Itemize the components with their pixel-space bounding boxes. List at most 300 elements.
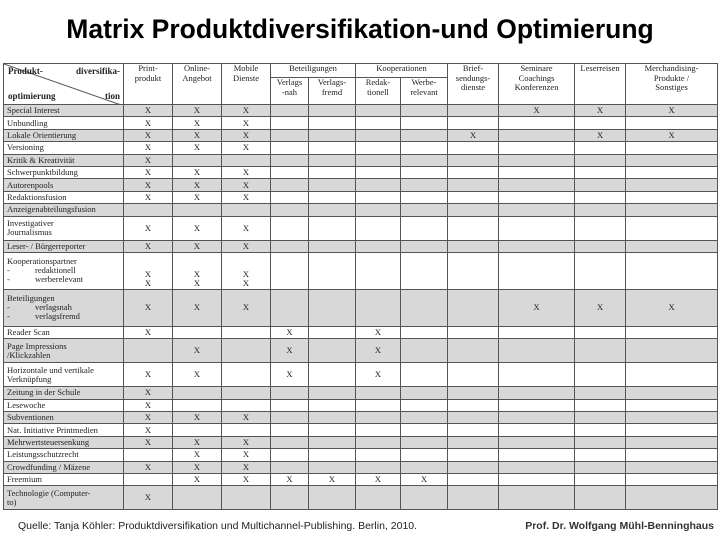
matrix-cell <box>401 216 448 240</box>
matrix-cell <box>448 474 499 486</box>
matrix-cell: X <box>271 339 309 363</box>
matrix-cell <box>309 412 356 424</box>
matrix-row <box>4 399 718 411</box>
matrix-row <box>4 424 718 436</box>
matrix-cell <box>271 240 309 252</box>
sub-column-header: Redak- tionell <box>356 78 401 105</box>
matrix-cell: X <box>222 191 271 203</box>
matrix-cell <box>401 191 448 203</box>
matrix-cell <box>448 363 499 387</box>
matrix-cell <box>356 449 401 461</box>
row-label: Page Impressions /Klickzahlen <box>4 339 124 363</box>
matrix-cell <box>309 399 356 411</box>
matrix-cell <box>448 289 499 326</box>
column-header: Online- Angebot <box>173 64 222 105</box>
matrix-cell <box>626 166 718 178</box>
matrix-cell <box>575 449 626 461</box>
matrix-cell: X <box>173 166 222 178</box>
column-header: Mobile Dienste <box>222 64 271 105</box>
matrix-row <box>4 129 718 141</box>
row-label: Kooperationspartner - redaktionell - werberelevant <box>4 252 124 289</box>
matrix-cell <box>626 117 718 129</box>
matrix-cell: X <box>173 240 222 252</box>
matrix-cell <box>499 436 575 448</box>
matrix-cell: X <box>222 129 271 141</box>
matrix-cell: X <box>626 105 718 117</box>
matrix-cell <box>401 363 448 387</box>
matrix-cell <box>356 154 401 166</box>
matrix-cell <box>401 449 448 461</box>
matrix-cell: X X <box>173 252 222 289</box>
matrix-cell <box>499 154 575 166</box>
matrix-cell <box>448 449 499 461</box>
matrix-cell <box>626 436 718 448</box>
matrix-cell <box>499 449 575 461</box>
corner-label-top-left: Produkt- <box>8 66 43 76</box>
matrix-cell <box>401 105 448 117</box>
matrix-cell <box>222 363 271 387</box>
matrix-cell <box>401 326 448 338</box>
matrix-cell <box>448 204 499 216</box>
row-label: Freemium <box>4 474 124 486</box>
matrix-row <box>4 326 718 338</box>
matrix-cell: X X <box>124 252 173 289</box>
matrix-cell <box>499 252 575 289</box>
matrix-cell <box>356 412 401 424</box>
matrix-cell <box>626 252 718 289</box>
matrix-cell <box>401 252 448 289</box>
matrix-cell <box>401 387 448 399</box>
row-label: Zeitung in der Schule <box>4 387 124 399</box>
matrix-cell <box>575 117 626 129</box>
row-label: Schwerpunktbildung <box>4 166 124 178</box>
matrix-cell <box>448 142 499 154</box>
matrix-row <box>4 179 718 191</box>
matrix-cell <box>309 339 356 363</box>
source-citation: Quelle: Tanja Köhler: Produktdiversifikation und Multichannel-Publishing. Berlin, 2010. <box>18 520 418 532</box>
matrix-cell: X <box>173 216 222 240</box>
matrix-cell: X <box>626 289 718 326</box>
matrix-cell <box>499 474 575 486</box>
matrix-cell <box>271 399 309 411</box>
matrix-cell <box>401 166 448 178</box>
matrix-cell <box>222 486 271 510</box>
matrix-cell: X <box>401 474 448 486</box>
matrix-cell <box>356 204 401 216</box>
row-label: Kritik & Kreativität <box>4 154 124 166</box>
matrix-cell <box>575 166 626 178</box>
matrix-cell: X <box>124 216 173 240</box>
matrix-cell <box>575 412 626 424</box>
matrix-cell <box>499 326 575 338</box>
matrix-cell: X <box>499 289 575 326</box>
matrix-cell <box>575 204 626 216</box>
matrix-cell <box>222 399 271 411</box>
sub-column-header: Verlags -nah <box>271 78 309 105</box>
matrix-cell <box>499 424 575 436</box>
matrix-cell <box>271 424 309 436</box>
matrix-cell <box>309 191 356 203</box>
row-label: Versioning <box>4 142 124 154</box>
matrix-cell: X <box>124 154 173 166</box>
matrix-cell <box>309 326 356 338</box>
matrix-cell <box>499 412 575 424</box>
matrix-cell <box>575 436 626 448</box>
matrix-cell <box>401 412 448 424</box>
row-label: Leistungsschutzrecht <box>4 449 124 461</box>
matrix-cell <box>575 486 626 510</box>
column-header: Brief- sendungs- dienste <box>448 64 499 105</box>
matrix-cell: X <box>124 461 173 473</box>
diversification-matrix <box>3 63 718 510</box>
matrix-cell <box>309 252 356 289</box>
matrix-cell <box>626 449 718 461</box>
corner-label-bottom-left: optimierung <box>8 91 56 101</box>
matrix-cell: X <box>356 339 401 363</box>
matrix-cell: X <box>173 436 222 448</box>
column-header: Merchandising- Produkte / Sonstiges <box>626 64 718 105</box>
column-header: Leserreisen <box>575 64 626 105</box>
matrix-row <box>4 436 718 448</box>
matrix-row <box>4 474 718 486</box>
matrix-cell <box>309 117 356 129</box>
row-label: Leser- / Bürgerreporter <box>4 240 124 252</box>
matrix-cell <box>309 154 356 166</box>
matrix-cell <box>499 117 575 129</box>
matrix-row <box>4 289 718 326</box>
matrix-cell <box>575 179 626 191</box>
matrix-cell <box>271 412 309 424</box>
matrix-cell <box>271 179 309 191</box>
matrix-cell <box>626 424 718 436</box>
matrix-cell <box>499 363 575 387</box>
row-label: Horizontale und vertikale Verknüpfung <box>4 363 124 387</box>
matrix-cell <box>401 142 448 154</box>
matrix-cell <box>309 424 356 436</box>
corner-label-top-right: diversifika- <box>76 66 120 76</box>
slide-title: Matrix Produktdiversifikation-und Optimierung <box>66 14 654 44</box>
matrix-cell: X <box>575 289 626 326</box>
matrix-cell <box>626 399 718 411</box>
matrix-cell <box>271 252 309 289</box>
matrix-cell <box>173 326 222 338</box>
matrix-cell <box>626 363 718 387</box>
column-header: Print- produkt <box>124 64 173 105</box>
matrix-cell <box>222 387 271 399</box>
matrix-cell <box>575 399 626 411</box>
matrix-cell <box>626 326 718 338</box>
matrix-cell <box>222 204 271 216</box>
matrix-cell <box>356 461 401 473</box>
matrix-cell: X <box>173 363 222 387</box>
matrix-cell <box>271 204 309 216</box>
matrix-cell <box>173 204 222 216</box>
sub-column-header: Werbe- relevant <box>401 78 448 105</box>
matrix-cell <box>271 105 309 117</box>
matrix-cell <box>401 461 448 473</box>
matrix-cell <box>448 166 499 178</box>
row-label: Subventionen <box>4 412 124 424</box>
matrix-cell: X <box>575 105 626 117</box>
matrix-cell <box>626 142 718 154</box>
row-label: Beteiligungen - verlagsnah - verlagsfremd <box>4 289 124 326</box>
matrix-row <box>4 204 718 216</box>
matrix-cell <box>448 461 499 473</box>
matrix-cell <box>271 191 309 203</box>
matrix-cell <box>448 424 499 436</box>
matrix-cell: X <box>173 129 222 141</box>
matrix-cell <box>173 154 222 166</box>
matrix-cell: X <box>222 412 271 424</box>
matrix-cell <box>499 129 575 141</box>
matrix-cell <box>575 240 626 252</box>
matrix-cell <box>575 142 626 154</box>
matrix-cell: X <box>222 166 271 178</box>
row-label: Nat. Initiative Printmedien <box>4 424 124 436</box>
matrix-cell <box>271 289 309 326</box>
matrix-cell <box>356 486 401 510</box>
matrix-cell <box>499 399 575 411</box>
matrix-cell: X <box>222 474 271 486</box>
matrix-cell <box>271 166 309 178</box>
matrix-cell: X <box>575 129 626 141</box>
matrix-cell <box>448 154 499 166</box>
matrix-cell: X <box>222 179 271 191</box>
matrix-cell: X <box>173 412 222 424</box>
matrix-cell <box>356 252 401 289</box>
matrix-cell <box>309 105 356 117</box>
matrix-cell: X <box>626 129 718 141</box>
matrix-cell <box>271 486 309 510</box>
matrix-cell <box>626 486 718 510</box>
row-label: Technologie (Computer- to) <box>4 486 124 510</box>
matrix-cell <box>173 486 222 510</box>
matrix-cell: X <box>124 179 173 191</box>
matrix-cell: X <box>271 326 309 338</box>
matrix-cell <box>626 179 718 191</box>
matrix-cell <box>499 387 575 399</box>
matrix-cell: X <box>173 289 222 326</box>
matrix-cell: X <box>124 129 173 141</box>
matrix-cell <box>401 399 448 411</box>
matrix-row <box>4 449 718 461</box>
matrix-cell <box>499 240 575 252</box>
matrix-cell <box>499 166 575 178</box>
matrix-cell <box>626 216 718 240</box>
matrix-cell: X X <box>222 252 271 289</box>
matrix-cell <box>626 387 718 399</box>
matrix-cell <box>124 204 173 216</box>
matrix-row <box>4 216 718 240</box>
matrix-cell <box>309 142 356 154</box>
matrix-cell: X <box>222 142 271 154</box>
matrix-cell: X <box>124 399 173 411</box>
matrix-row <box>4 486 718 510</box>
matrix-cell <box>356 424 401 436</box>
matrix-cell <box>575 363 626 387</box>
matrix-cell: X <box>222 105 271 117</box>
matrix-cell: X <box>124 166 173 178</box>
matrix-cell <box>626 240 718 252</box>
matrix-cell: X <box>124 240 173 252</box>
matrix-row <box>4 191 718 203</box>
matrix-cell <box>271 129 309 141</box>
matrix-cell <box>309 129 356 141</box>
matrix-cell: X <box>124 436 173 448</box>
matrix-row <box>4 363 718 387</box>
matrix-cell: X <box>124 486 173 510</box>
matrix-cell <box>448 105 499 117</box>
matrix-cell <box>309 240 356 252</box>
matrix-cell <box>575 461 626 473</box>
matrix-cell <box>401 240 448 252</box>
matrix-row <box>4 252 718 289</box>
matrix-cell <box>401 436 448 448</box>
row-label: Crowdfunding / Mäzene <box>4 461 124 473</box>
matrix-cell: X <box>173 339 222 363</box>
column-header: Kooperationen <box>356 64 448 78</box>
matrix-cell: X <box>124 424 173 436</box>
matrix-cell <box>401 204 448 216</box>
matrix-row <box>4 142 718 154</box>
matrix-cell <box>271 117 309 129</box>
matrix-cell <box>626 204 718 216</box>
matrix-cell <box>626 474 718 486</box>
matrix-cell: X <box>124 191 173 203</box>
matrix-cell: X <box>499 105 575 117</box>
matrix-cell <box>271 216 309 240</box>
matrix-cell <box>356 179 401 191</box>
matrix-row <box>4 166 718 178</box>
matrix-cell <box>222 326 271 338</box>
matrix-cell: X <box>271 363 309 387</box>
matrix-cell <box>271 449 309 461</box>
matrix-cell <box>309 387 356 399</box>
matrix-row <box>4 461 718 473</box>
matrix-cell <box>309 363 356 387</box>
matrix-cell <box>309 289 356 326</box>
matrix-cell <box>448 339 499 363</box>
matrix-row <box>4 117 718 129</box>
row-label: Reader Scan <box>4 326 124 338</box>
matrix-cell <box>626 461 718 473</box>
matrix-cell <box>448 240 499 252</box>
matrix-cell <box>626 191 718 203</box>
matrix-row <box>4 387 718 399</box>
matrix-cell: X <box>124 326 173 338</box>
sub-column-header: Verlags- fremd <box>309 78 356 105</box>
matrix-cell <box>222 424 271 436</box>
matrix-cell: X <box>356 326 401 338</box>
matrix-corner-header <box>4 64 124 105</box>
matrix-cell <box>173 387 222 399</box>
matrix-cell <box>499 191 575 203</box>
matrix-cell <box>575 424 626 436</box>
row-label: Unbundling <box>4 117 124 129</box>
matrix-cell <box>575 154 626 166</box>
matrix-cell <box>448 399 499 411</box>
matrix-cell <box>356 117 401 129</box>
matrix-cell: X <box>222 449 271 461</box>
matrix-cell <box>575 252 626 289</box>
matrix-cell: X <box>173 105 222 117</box>
matrix-cell <box>499 204 575 216</box>
matrix-cell <box>448 387 499 399</box>
matrix-cell <box>448 486 499 510</box>
matrix-cell <box>222 339 271 363</box>
matrix-cell: X <box>124 412 173 424</box>
matrix-cell <box>309 216 356 240</box>
matrix-cell <box>356 436 401 448</box>
matrix-cell <box>575 326 626 338</box>
matrix-cell <box>271 142 309 154</box>
author-credit: Prof. Dr. Wolfgang Mühl-Benninghaus <box>525 520 714 532</box>
matrix-cell <box>401 289 448 326</box>
matrix-cell <box>309 461 356 473</box>
matrix-row <box>4 105 718 117</box>
matrix-cell <box>271 461 309 473</box>
matrix-cell <box>499 461 575 473</box>
row-label: Autorenpools <box>4 179 124 191</box>
matrix-cell <box>448 117 499 129</box>
matrix-cell <box>448 191 499 203</box>
matrix-cell: X <box>356 363 401 387</box>
matrix-cell: X <box>173 142 222 154</box>
matrix-cell <box>401 424 448 436</box>
matrix-cell <box>401 129 448 141</box>
matrix-cell <box>356 142 401 154</box>
matrix-cell <box>271 154 309 166</box>
matrix-cell <box>356 191 401 203</box>
matrix-cell: X <box>173 474 222 486</box>
matrix-cell <box>448 216 499 240</box>
matrix-cell <box>271 387 309 399</box>
matrix-cell <box>448 326 499 338</box>
matrix-cell: X <box>124 105 173 117</box>
matrix-cell <box>448 436 499 448</box>
row-label: Mehrwertsteuersenkung <box>4 436 124 448</box>
matrix-cell <box>124 449 173 461</box>
matrix-row <box>4 412 718 424</box>
matrix-cell <box>448 179 499 191</box>
matrix-cell: X <box>173 117 222 129</box>
matrix-cell: X <box>356 474 401 486</box>
matrix-cell <box>309 486 356 510</box>
matrix-row <box>4 154 718 166</box>
matrix-cell <box>499 486 575 510</box>
matrix-cell <box>356 387 401 399</box>
column-header: Seminare Coachings Konferenzen <box>499 64 575 105</box>
column-header: Beteiligungen <box>271 64 356 78</box>
matrix-cell <box>356 240 401 252</box>
matrix-cell: X <box>173 191 222 203</box>
matrix-cell: X <box>309 474 356 486</box>
matrix-cell: X <box>222 461 271 473</box>
matrix-cell <box>401 117 448 129</box>
matrix-cell <box>626 154 718 166</box>
matrix-cell <box>124 339 173 363</box>
row-label: Redaktionsfusion <box>4 191 124 203</box>
matrix-cell <box>575 191 626 203</box>
matrix-cell <box>222 154 271 166</box>
matrix-cell: X <box>222 289 271 326</box>
matrix-cell <box>401 486 448 510</box>
matrix-cell <box>356 166 401 178</box>
row-label: Special Interest <box>4 105 124 117</box>
matrix-cell <box>575 339 626 363</box>
matrix-cell <box>356 129 401 141</box>
matrix-cell: X <box>222 117 271 129</box>
